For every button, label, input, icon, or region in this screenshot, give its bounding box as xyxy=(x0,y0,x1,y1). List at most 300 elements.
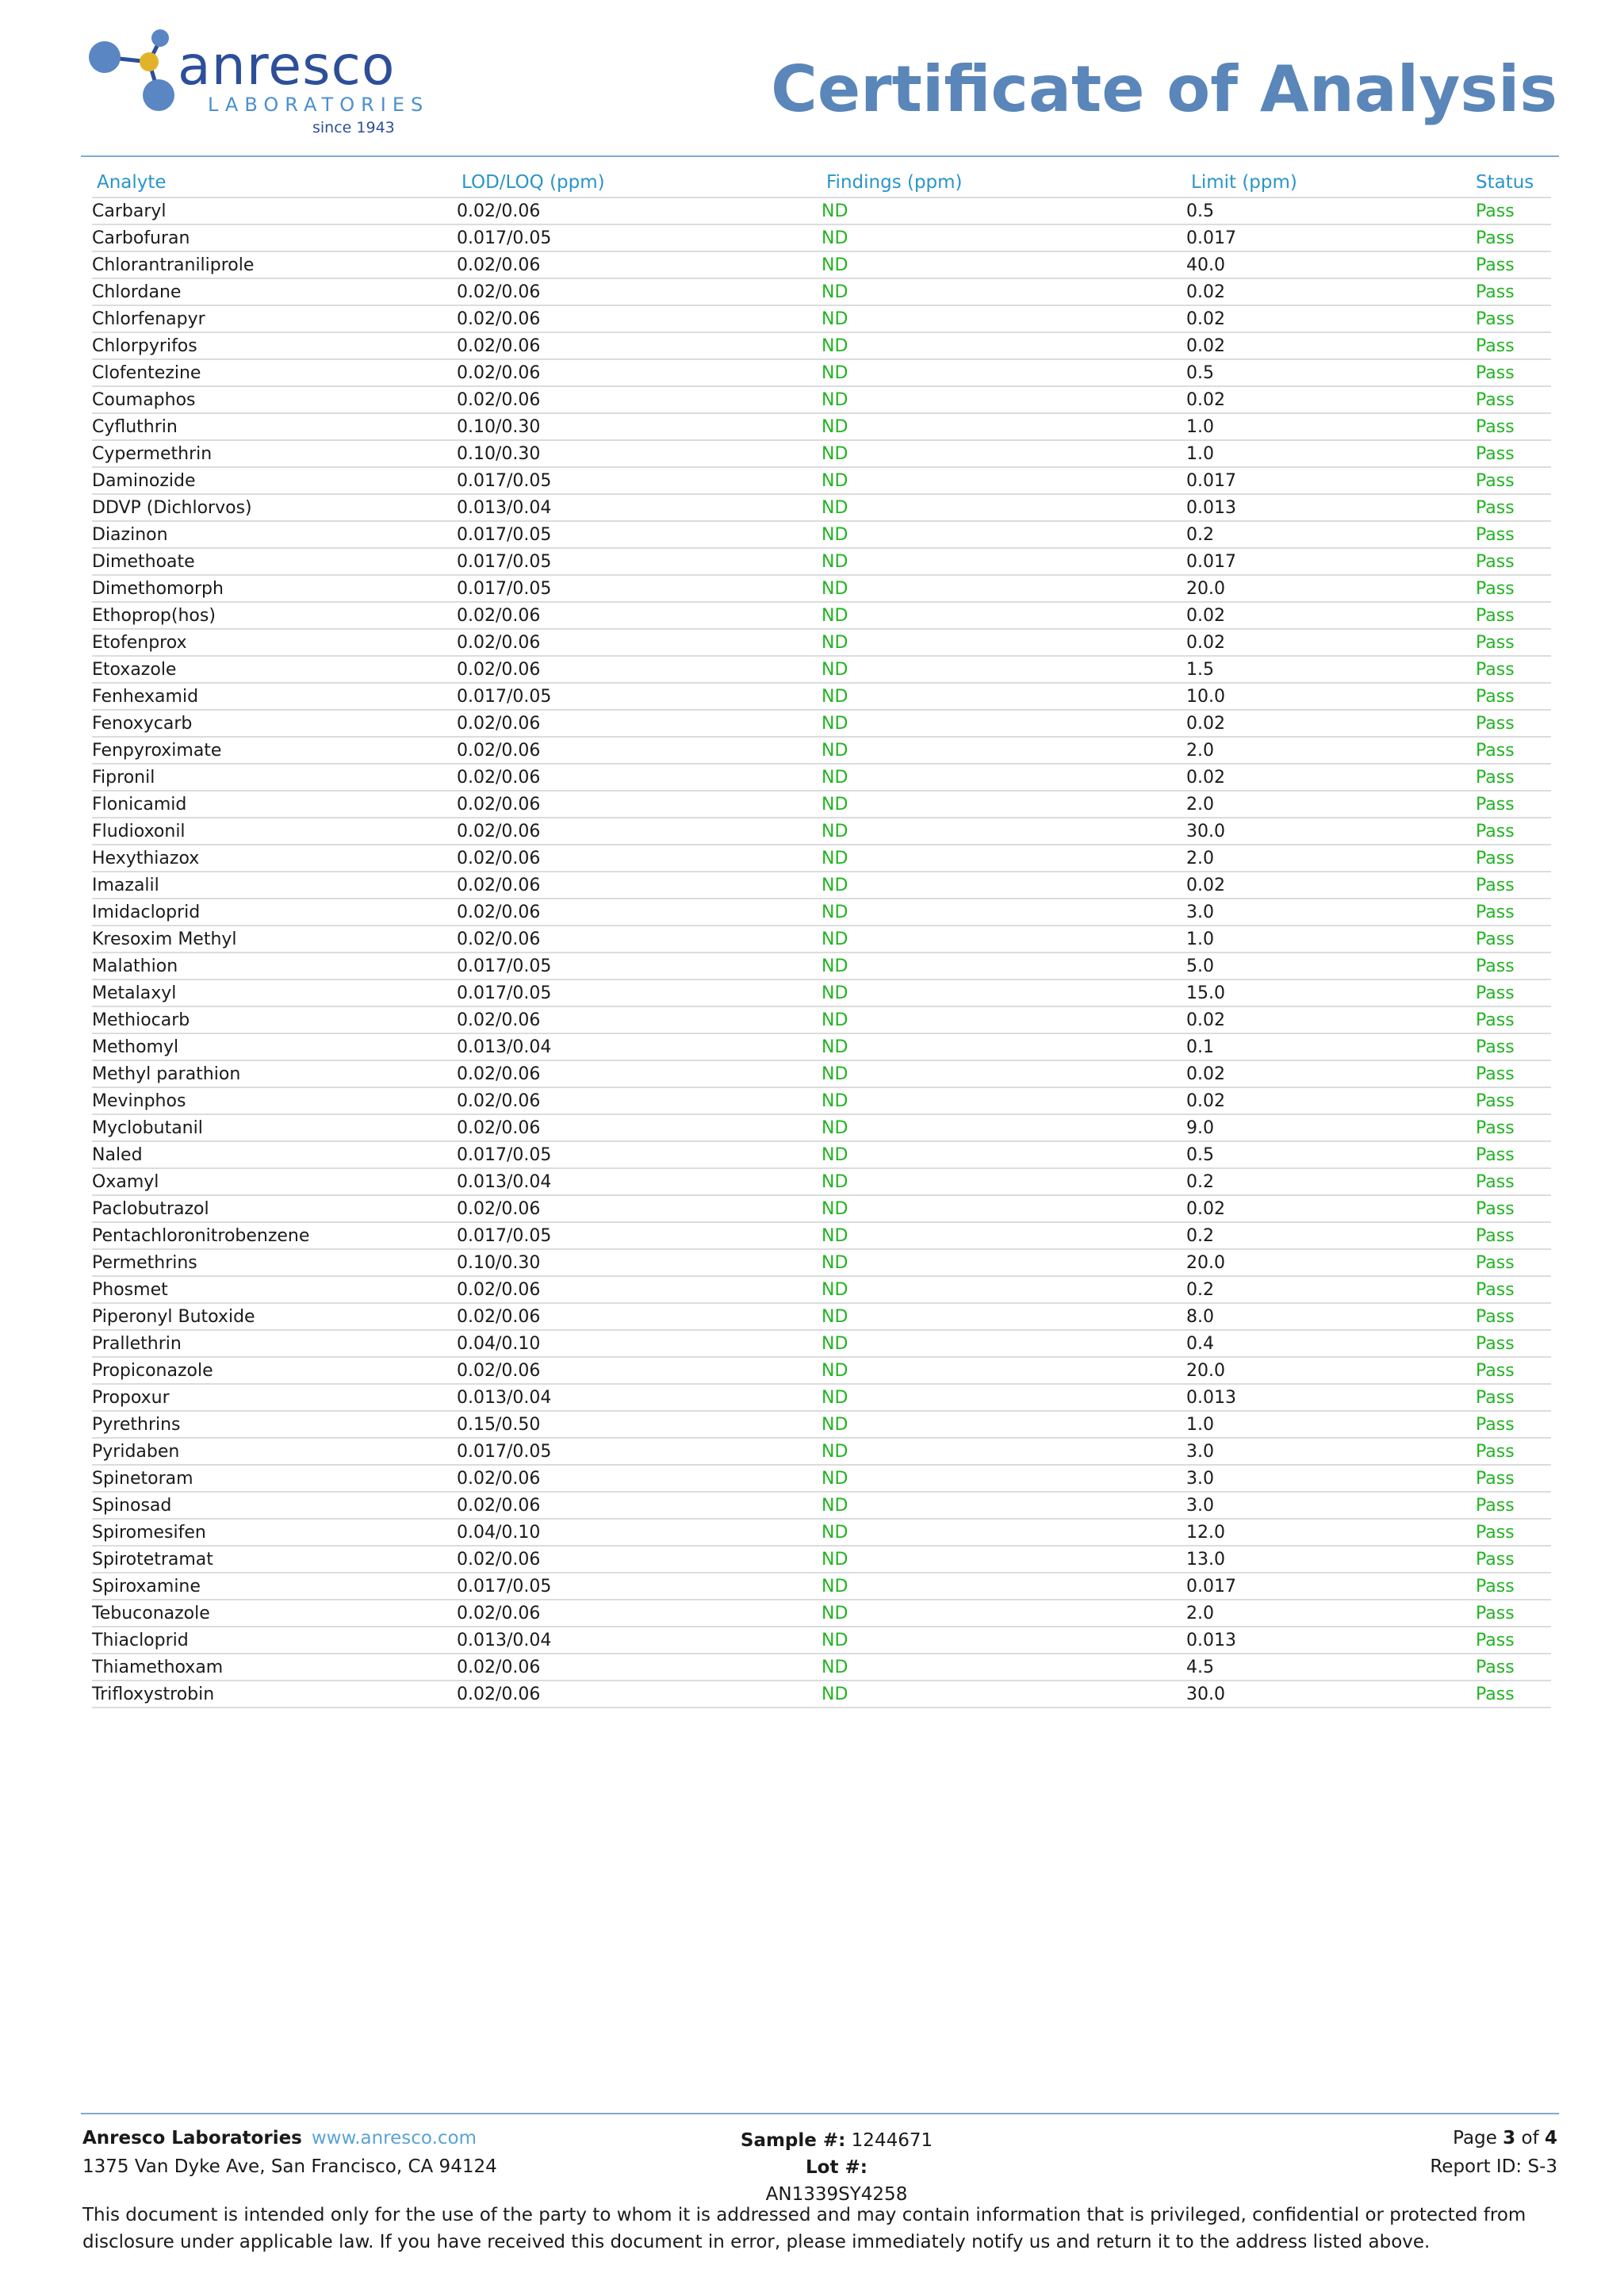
cell-status: Pass xyxy=(1476,656,1551,683)
cell-analyte: Diazinon xyxy=(92,521,457,548)
cell-analyte: Trifloxystrobin xyxy=(92,1681,457,1708)
cell-status: Pass xyxy=(1476,979,1551,1006)
table-row xyxy=(92,1330,1551,1357)
cell-status: Pass xyxy=(1476,1168,1551,1195)
cell-status: Pass xyxy=(1476,359,1551,386)
cell-findings: ND xyxy=(822,1222,1186,1249)
cell-analyte: Carbofuran xyxy=(92,224,457,251)
cell-limit: 0.017 xyxy=(1186,467,1476,494)
cell-findings: ND xyxy=(822,1600,1186,1627)
cell-findings: ND xyxy=(822,386,1186,413)
cell-status: Pass xyxy=(1476,1276,1551,1303)
cell-limit: 0.013 xyxy=(1186,1384,1476,1411)
cell-status: Pass xyxy=(1476,1465,1551,1492)
table-row xyxy=(92,251,1551,278)
table-row xyxy=(92,440,1551,467)
column-header-limit: Limit (ppm) xyxy=(1186,168,1476,197)
cell-findings: ND xyxy=(822,1411,1186,1438)
column-header-analyte: Analyte xyxy=(92,168,457,197)
cell-lod-loq: 0.02/0.06 xyxy=(457,737,822,764)
cell-analyte: Malathion xyxy=(92,953,457,979)
cell-lod-loq: 0.013/0.04 xyxy=(457,1627,822,1654)
cell-limit: 20.0 xyxy=(1186,575,1476,602)
cell-status: Pass xyxy=(1476,521,1551,548)
cell-findings: ND xyxy=(822,1492,1186,1519)
cell-analyte: Daminozide xyxy=(92,467,457,494)
cell-lod-loq: 0.017/0.05 xyxy=(457,1573,822,1600)
cell-analyte: Chlorantraniliprole xyxy=(92,251,457,278)
cell-analyte: Fenhexamid xyxy=(92,683,457,710)
cell-status: Pass xyxy=(1476,764,1551,791)
cell-status: Pass xyxy=(1476,818,1551,845)
cell-findings: ND xyxy=(822,305,1186,332)
table-row xyxy=(92,683,1551,710)
cell-findings: ND xyxy=(822,872,1186,899)
table-row xyxy=(92,1546,1551,1573)
cell-lod-loq: 0.02/0.06 xyxy=(457,359,822,386)
cell-findings: ND xyxy=(822,791,1186,818)
cell-lod-loq: 0.017/0.05 xyxy=(457,575,822,602)
cell-analyte: Cypermethrin xyxy=(92,440,457,467)
cell-findings: ND xyxy=(822,278,1186,305)
cell-analyte: Chlorfenapyr xyxy=(92,305,457,332)
table-row xyxy=(92,359,1551,386)
cell-analyte: Pyridaben xyxy=(92,1438,457,1465)
cell-lod-loq: 0.017/0.05 xyxy=(457,1438,822,1465)
cell-status: Pass xyxy=(1476,548,1551,575)
table-row xyxy=(92,818,1551,845)
page-of: of xyxy=(1521,2128,1539,2148)
cell-analyte: Paclobutrazol xyxy=(92,1195,457,1222)
table-row xyxy=(92,1168,1551,1195)
cell-findings: ND xyxy=(822,737,1186,764)
cell-findings: ND xyxy=(822,656,1186,683)
cell-limit: 15.0 xyxy=(1186,979,1476,1006)
cell-analyte: DDVP (Dichlorvos) xyxy=(92,494,457,521)
cell-findings: ND xyxy=(822,197,1186,224)
cell-limit: 5.0 xyxy=(1186,953,1476,979)
cell-limit: 0.017 xyxy=(1186,548,1476,575)
cell-limit: 0.2 xyxy=(1186,1276,1476,1303)
cell-status: Pass xyxy=(1476,845,1551,872)
cell-lod-loq: 0.017/0.05 xyxy=(457,548,822,575)
cell-analyte: Dimethoate xyxy=(92,548,457,575)
cell-limit: 0.02 xyxy=(1186,764,1476,791)
table-row xyxy=(92,1492,1551,1519)
cell-lod-loq: 0.02/0.06 xyxy=(457,251,822,278)
cell-analyte: Chlordane xyxy=(92,278,457,305)
page-indicator xyxy=(1430,2124,1557,2152)
cell-findings: ND xyxy=(822,1033,1186,1060)
cell-findings: ND xyxy=(822,1438,1186,1465)
table-row xyxy=(92,872,1551,899)
cell-lod-loq: 0.017/0.05 xyxy=(457,979,822,1006)
cell-analyte: Etofenprox xyxy=(92,629,457,656)
cell-findings: ND xyxy=(822,1141,1186,1168)
cell-findings: ND xyxy=(822,979,1186,1006)
cell-analyte: Hexythiazox xyxy=(92,845,457,872)
cell-findings: ND xyxy=(822,1465,1186,1492)
cell-status: Pass xyxy=(1476,926,1551,953)
page-current: 3 xyxy=(1503,2128,1516,2148)
footer-website-link[interactable]: www.anresco.com xyxy=(311,2128,477,2148)
cell-status: Pass xyxy=(1476,1681,1551,1708)
cell-analyte: Phosmet xyxy=(92,1276,457,1303)
table-row xyxy=(92,1276,1551,1303)
cell-status: Pass xyxy=(1476,710,1551,737)
table-row xyxy=(92,467,1551,494)
logo-wordmark: anresco xyxy=(178,35,396,98)
footer-sample-info xyxy=(733,2127,940,2208)
cell-lod-loq: 0.02/0.06 xyxy=(457,1276,822,1303)
cell-status: Pass xyxy=(1476,1006,1551,1033)
table-row xyxy=(92,1654,1551,1681)
cell-status: Pass xyxy=(1476,278,1551,305)
cell-findings: ND xyxy=(822,332,1186,359)
cell-lod-loq: 0.017/0.05 xyxy=(457,224,822,251)
column-header-findings: Findings (ppm) xyxy=(822,168,1186,197)
cell-status: Pass xyxy=(1476,413,1551,440)
cell-findings: ND xyxy=(822,1519,1186,1546)
table-row xyxy=(92,791,1551,818)
sample-number-label: Sample #: xyxy=(740,2130,846,2151)
cell-status: Pass xyxy=(1476,1411,1551,1438)
cell-lod-loq: 0.02/0.06 xyxy=(457,872,822,899)
cell-lod-loq: 0.02/0.06 xyxy=(457,197,822,224)
cell-lod-loq: 0.15/0.50 xyxy=(457,1411,822,1438)
cell-limit: 0.02 xyxy=(1186,305,1476,332)
cell-status: Pass xyxy=(1476,1195,1551,1222)
cell-lod-loq: 0.02/0.06 xyxy=(457,1492,822,1519)
cell-limit: 2.0 xyxy=(1186,737,1476,764)
cell-status: Pass xyxy=(1476,386,1551,413)
cell-status: Pass xyxy=(1476,1303,1551,1330)
cell-limit: 3.0 xyxy=(1186,1492,1476,1519)
cell-limit: 0.2 xyxy=(1186,1222,1476,1249)
cell-analyte: Myclobutanil xyxy=(92,1114,457,1141)
cell-limit: 10.0 xyxy=(1186,683,1476,710)
cell-lod-loq: 0.02/0.06 xyxy=(457,1114,822,1141)
cell-status: Pass xyxy=(1476,602,1551,629)
cell-findings: ND xyxy=(822,440,1186,467)
cell-findings: ND xyxy=(822,494,1186,521)
table-row xyxy=(92,386,1551,413)
cell-lod-loq: 0.02/0.06 xyxy=(457,845,822,872)
cell-limit: 4.5 xyxy=(1186,1654,1476,1681)
cell-analyte: Fludioxonil xyxy=(92,818,457,845)
cell-status: Pass xyxy=(1476,440,1551,467)
cell-limit: 0.5 xyxy=(1186,1141,1476,1168)
cell-analyte: Prallethrin xyxy=(92,1330,457,1357)
cell-limit: 1.0 xyxy=(1186,926,1476,953)
cell-limit: 0.02 xyxy=(1186,602,1476,629)
cell-lod-loq: 0.02/0.06 xyxy=(457,764,822,791)
logo-subtitle: LABORATORIES xyxy=(208,94,430,116)
cell-analyte: Imidacloprid xyxy=(92,899,457,926)
cell-analyte: Oxamyl xyxy=(92,1168,457,1195)
cell-lod-loq: 0.02/0.06 xyxy=(457,1654,822,1681)
cell-status: Pass xyxy=(1476,1357,1551,1384)
cell-limit: 8.0 xyxy=(1186,1303,1476,1330)
cell-status: Pass xyxy=(1476,224,1551,251)
footer-address: 1375 Van Dyke Ave, San Francisco, CA 94124 xyxy=(82,2156,497,2177)
cell-limit: 0.013 xyxy=(1186,1627,1476,1654)
cell-analyte: Piperonyl Butoxide xyxy=(92,1303,457,1330)
table-row xyxy=(92,629,1551,656)
cell-limit: 0.02 xyxy=(1186,1195,1476,1222)
cell-analyte: Spirotetramat xyxy=(92,1546,457,1573)
molecule-logo-icon xyxy=(82,27,178,122)
cell-status: Pass xyxy=(1476,332,1551,359)
cell-findings: ND xyxy=(822,602,1186,629)
table-row xyxy=(92,1357,1551,1384)
cell-analyte: Coumaphos xyxy=(92,386,457,413)
cell-limit: 0.02 xyxy=(1186,1087,1476,1114)
cell-analyte: Spinetoram xyxy=(92,1465,457,1492)
lot-number-label: Lot #: xyxy=(806,2157,868,2178)
cell-analyte: Fenoxycarb xyxy=(92,710,457,737)
cell-limit: 0.02 xyxy=(1186,386,1476,413)
cell-analyte: Mevinphos xyxy=(92,1087,457,1114)
column-header-status: Status xyxy=(1476,168,1551,197)
cell-status: Pass xyxy=(1476,872,1551,899)
cell-findings: ND xyxy=(822,575,1186,602)
cell-findings: ND xyxy=(822,1249,1186,1276)
cell-lod-loq: 0.02/0.06 xyxy=(457,278,822,305)
cell-lod-loq: 0.017/0.05 xyxy=(457,953,822,979)
table-row xyxy=(92,1627,1551,1654)
cell-lod-loq: 0.02/0.06 xyxy=(457,1060,822,1087)
table-row xyxy=(92,224,1551,251)
cell-lod-loq: 0.10/0.30 xyxy=(457,440,822,467)
cell-findings: ND xyxy=(822,1357,1186,1384)
cell-findings: ND xyxy=(822,683,1186,710)
cell-findings: ND xyxy=(822,1303,1186,1330)
report-id: Report ID: S-3 xyxy=(1430,2156,1557,2177)
cell-lod-loq: 0.017/0.05 xyxy=(457,467,822,494)
cell-limit: 0.02 xyxy=(1186,629,1476,656)
cell-status: Pass xyxy=(1476,791,1551,818)
footer-divider xyxy=(81,2113,1559,2114)
cell-limit: 0.5 xyxy=(1186,197,1476,224)
cell-limit: 20.0 xyxy=(1186,1357,1476,1384)
cell-findings: ND xyxy=(822,1681,1186,1708)
table-row xyxy=(92,926,1551,953)
cell-analyte: Spiromesifen xyxy=(92,1519,457,1546)
cell-lod-loq: 0.02/0.06 xyxy=(457,1465,822,1492)
table-row xyxy=(92,979,1551,1006)
cell-analyte: Fipronil xyxy=(92,764,457,791)
cell-lod-loq: 0.10/0.30 xyxy=(457,1249,822,1276)
cell-status: Pass xyxy=(1476,1330,1551,1357)
cell-status: Pass xyxy=(1476,1627,1551,1654)
cell-findings: ND xyxy=(822,521,1186,548)
cell-limit: 0.4 xyxy=(1186,1330,1476,1357)
cell-lod-loq: 0.02/0.06 xyxy=(457,629,822,656)
cell-limit: 1.0 xyxy=(1186,413,1476,440)
cell-limit: 0.2 xyxy=(1186,1168,1476,1195)
cell-analyte: Pentachloronitrobenzene xyxy=(92,1222,457,1249)
table-row xyxy=(92,1114,1551,1141)
cell-findings: ND xyxy=(822,710,1186,737)
cell-status: Pass xyxy=(1476,899,1551,926)
cell-analyte: Ethoprop(hos) xyxy=(92,602,457,629)
cell-findings: ND xyxy=(822,899,1186,926)
cell-limit: 3.0 xyxy=(1186,899,1476,926)
cell-lod-loq: 0.02/0.06 xyxy=(457,305,822,332)
cell-lod-loq: 0.013/0.04 xyxy=(457,1384,822,1411)
cell-analyte: Methomyl xyxy=(92,1033,457,1060)
cell-findings: ND xyxy=(822,1276,1186,1303)
table-header-row xyxy=(92,168,1551,197)
cell-lod-loq: 0.02/0.06 xyxy=(457,1195,822,1222)
cell-limit: 12.0 xyxy=(1186,1519,1476,1546)
cell-lod-loq: 0.02/0.06 xyxy=(457,818,822,845)
cell-status: Pass xyxy=(1476,1087,1551,1114)
cell-findings: ND xyxy=(822,1384,1186,1411)
cell-lod-loq: 0.02/0.06 xyxy=(457,1546,822,1573)
cell-analyte: Tebuconazole xyxy=(92,1600,457,1627)
cell-lod-loq: 0.02/0.06 xyxy=(457,710,822,737)
logo-since: since 1943 xyxy=(312,119,395,136)
cell-limit: 3.0 xyxy=(1186,1438,1476,1465)
cell-status: Pass xyxy=(1476,1141,1551,1168)
page-title: Certificate of Analysis xyxy=(771,52,1557,126)
cell-lod-loq: 0.04/0.10 xyxy=(457,1330,822,1357)
cell-analyte: Cyfluthrin xyxy=(92,413,457,440)
cell-analyte: Thiacloprid xyxy=(92,1627,457,1654)
cell-findings: ND xyxy=(822,548,1186,575)
cell-analyte: Chlorpyrifos xyxy=(92,332,457,359)
table-row xyxy=(92,1060,1551,1087)
cell-findings: ND xyxy=(822,1546,1186,1573)
cell-findings: ND xyxy=(822,845,1186,872)
footer-company-name: Anresco Laboratories xyxy=(82,2128,302,2148)
table-row xyxy=(92,305,1551,332)
table-row xyxy=(92,1411,1551,1438)
table-row xyxy=(92,656,1551,683)
cell-findings: ND xyxy=(822,1627,1186,1654)
cell-analyte: Dimethomorph xyxy=(92,575,457,602)
table-row xyxy=(92,1141,1551,1168)
table-row xyxy=(92,548,1551,575)
cell-lod-loq: 0.02/0.06 xyxy=(457,332,822,359)
table-row xyxy=(92,845,1551,872)
table-row xyxy=(92,1006,1551,1033)
cell-status: Pass xyxy=(1476,1654,1551,1681)
header-divider xyxy=(81,155,1559,157)
table-row xyxy=(92,1195,1551,1222)
table-row xyxy=(92,1600,1551,1627)
cell-limit: 0.02 xyxy=(1186,1006,1476,1033)
cell-status: Pass xyxy=(1476,1060,1551,1087)
cell-limit: 0.02 xyxy=(1186,710,1476,737)
cell-lod-loq: 0.02/0.06 xyxy=(457,656,822,683)
table-row xyxy=(92,575,1551,602)
cell-findings: ND xyxy=(822,1654,1186,1681)
cell-lod-loq: 0.02/0.06 xyxy=(457,1087,822,1114)
table-row xyxy=(92,1249,1551,1276)
disclaimer-text: This document is intended only for the use of the party to whom it is addressed and may contain information that is privileged, confidential or protected from disclosure under applicable law. If you have received this document in error, please immediately notify us and return it to the address listed above. xyxy=(82,2205,1526,2252)
cell-status: Pass xyxy=(1476,683,1551,710)
cell-limit: 2.0 xyxy=(1186,1600,1476,1627)
table-row xyxy=(92,1384,1551,1411)
cell-analyte: Imazalil xyxy=(92,872,457,899)
cell-limit: 2.0 xyxy=(1186,845,1476,872)
cell-status: Pass xyxy=(1476,251,1551,278)
cell-status: Pass xyxy=(1476,1573,1551,1600)
cell-findings: ND xyxy=(822,413,1186,440)
cell-lod-loq: 0.013/0.04 xyxy=(457,1168,822,1195)
cell-limit: 30.0 xyxy=(1186,818,1476,845)
cell-analyte: Clofentezine xyxy=(92,359,457,386)
page-prefix: Page xyxy=(1453,2128,1497,2148)
table-row xyxy=(92,899,1551,926)
cell-limit: 13.0 xyxy=(1186,1546,1476,1573)
table-row xyxy=(92,1519,1551,1546)
cell-lod-loq: 0.02/0.06 xyxy=(457,899,822,926)
cell-lod-loq: 0.02/0.06 xyxy=(457,1357,822,1384)
cell-findings: ND xyxy=(822,818,1186,845)
cell-analyte: Naled xyxy=(92,1141,457,1168)
results-table xyxy=(92,168,1551,1708)
cell-lod-loq: 0.017/0.05 xyxy=(457,1141,822,1168)
table-row xyxy=(92,1087,1551,1114)
table-row xyxy=(92,953,1551,979)
table-row xyxy=(92,332,1551,359)
cell-analyte: Propoxur xyxy=(92,1384,457,1411)
cell-findings: ND xyxy=(822,1195,1186,1222)
footer-company-info xyxy=(82,2124,497,2181)
cell-findings: ND xyxy=(822,1006,1186,1033)
cell-analyte: Methiocarb xyxy=(92,1006,457,1033)
cell-status: Pass xyxy=(1476,305,1551,332)
table-row xyxy=(92,521,1551,548)
table-row xyxy=(92,278,1551,305)
cell-lod-loq: 0.02/0.06 xyxy=(457,791,822,818)
cell-lod-loq: 0.10/0.30 xyxy=(457,413,822,440)
cell-limit: 0.02 xyxy=(1186,872,1476,899)
cell-status: Pass xyxy=(1476,1546,1551,1573)
cell-limit: 0.5 xyxy=(1186,359,1476,386)
cell-limit: 0.017 xyxy=(1186,224,1476,251)
cell-status: Pass xyxy=(1476,953,1551,979)
cell-findings: ND xyxy=(822,1114,1186,1141)
cell-status: Pass xyxy=(1476,1600,1551,1627)
table-row xyxy=(92,197,1551,224)
cell-limit: 0.2 xyxy=(1186,521,1476,548)
table-row xyxy=(92,602,1551,629)
column-header-lod-loq: LOD/LOQ (ppm) xyxy=(457,168,822,197)
cell-findings: ND xyxy=(822,467,1186,494)
cell-status: Pass xyxy=(1476,494,1551,521)
cell-analyte: Methyl parathion xyxy=(92,1060,457,1087)
cell-limit: 1.0 xyxy=(1186,1411,1476,1438)
cell-lod-loq: 0.02/0.06 xyxy=(457,926,822,953)
cell-analyte: Thiamethoxam xyxy=(92,1654,457,1681)
cell-limit: 0.017 xyxy=(1186,1573,1476,1600)
cell-lod-loq: 0.02/0.06 xyxy=(457,1006,822,1033)
cell-limit: 0.013 xyxy=(1186,494,1476,521)
cell-limit: 1.5 xyxy=(1186,656,1476,683)
cell-findings: ND xyxy=(822,1087,1186,1114)
sample-number-value: 1244671 xyxy=(851,2130,933,2151)
cell-analyte: Flonicamid xyxy=(92,791,457,818)
cell-status: Pass xyxy=(1476,1492,1551,1519)
cell-analyte: Carbaryl xyxy=(92,197,457,224)
cell-findings: ND xyxy=(822,224,1186,251)
table-row xyxy=(92,1573,1551,1600)
